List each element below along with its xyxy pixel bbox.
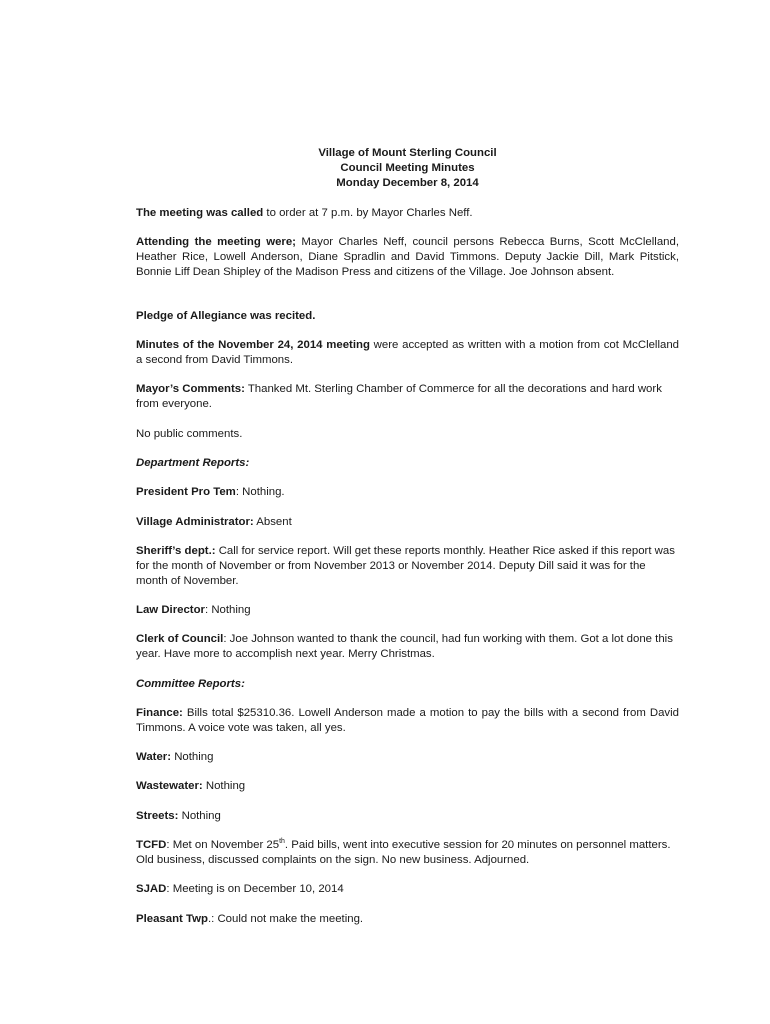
call-to-order-label: The meeting was called	[136, 207, 264, 219]
streets-label: Streets:	[136, 810, 179, 822]
sjad-text: : Meeting is on December 10, 2014	[166, 883, 344, 895]
pleasant-twp-text: .: Could not make the meeting.	[207, 913, 364, 925]
department-reports-heading	[136, 456, 679, 471]
streets-text: Nothing	[178, 810, 221, 822]
committee-reports-label: Committee Reports:	[136, 678, 245, 690]
mayor-comments-label: Mayor’s Comments:	[136, 383, 245, 395]
call-to-order-text: to order at 7 p.m. by Mayor Charles Neff.	[263, 207, 473, 219]
header-subtitle: Council Meeting Minutes	[340, 162, 475, 174]
pleasant-twp-label: Pleasant Twp	[136, 913, 208, 925]
village-administrator-label: Village Administrator:	[136, 516, 254, 528]
header-date: Monday December 8, 2014	[336, 177, 479, 189]
public-comments-text: No public comments.	[136, 428, 243, 440]
pleasant-twp-paragraph	[136, 912, 679, 927]
mayor-comments-paragraph	[136, 382, 679, 412]
public-comments-paragraph	[136, 427, 679, 442]
clerk-text: : Joe Johnson wanted to thank the council, had fun working with them. Got a lot done this year. Have more to accomplish next year. Merry Christmas.	[136, 633, 673, 660]
minutes-paragraph	[136, 338, 679, 368]
water-paragraph	[136, 750, 679, 765]
finance-paragraph	[136, 706, 679, 736]
minutes-label: Minutes of the November 24, 2014 meeting	[136, 339, 370, 351]
department-reports-label: Department Reports:	[136, 457, 250, 469]
attendance-paragraph	[136, 235, 679, 280]
tcfd-ordinal-suffix: th	[279, 838, 285, 846]
pledge-paragraph	[136, 309, 679, 324]
sheriff-paragraph	[136, 544, 679, 589]
president-pro-tem-label: President Pro Tem	[136, 486, 236, 498]
village-administrator-text: Absent	[253, 516, 292, 528]
sjad-label: SJAD	[136, 883, 167, 895]
village-administrator-paragraph	[136, 515, 679, 530]
water-text: Nothing	[171, 751, 214, 763]
document-header	[136, 146, 679, 191]
streets-paragraph	[136, 809, 679, 824]
finance-label: Finance:	[136, 707, 183, 719]
tcfd-text-after: . Paid bills, went into executive session for 20 minutes on personnel matters. Old business, discussed complaints on the sign. No new business. Adjourned.	[136, 839, 671, 866]
tcfd-text-before: : Met on November 25	[166, 839, 280, 851]
sheriff-text: Call for service report. Will get these reports monthly. Heather Rice asked if this report was for the month of November or from November 2013 or November 2014. Deputy Dill said it was for the month of November.	[136, 545, 675, 587]
committee-reports-heading	[136, 677, 679, 692]
law-director-paragraph	[136, 603, 679, 618]
president-pro-tem-text: : Nothing.	[235, 486, 285, 498]
finance-text: Bills total $25310.36. Lowell Anderson made a motion to pay the bills with a second from David Timmons. A voice vote was taken, all yes.	[136, 707, 679, 734]
header-title: Village of Mount Sterling Council	[318, 147, 497, 159]
sjad-paragraph	[136, 882, 679, 897]
law-director-text: : Nothing	[205, 604, 251, 616]
president-pro-tem-paragraph	[136, 485, 679, 500]
pledge-label: Pledge of Allegiance was recited.	[136, 310, 316, 322]
call-to-order-paragraph	[136, 206, 679, 221]
wastewater-label: Wastewater:	[136, 780, 203, 792]
clerk-paragraph	[136, 632, 679, 662]
tcfd-paragraph	[136, 838, 679, 868]
attendance-text: Mayor Charles Neff, council persons Rebecca Burns, Scott McClelland, Heather Rice, Lowell Anderson, Diane Spradlin and David Timmons. Deputy Jackie Dill, Mark Pitstick, Bonnie Liff Dean Shipley of the Madison Press and citizens of the Village. Joe Johnson absent.	[136, 236, 679, 278]
wastewater-text: Nothing	[202, 780, 246, 792]
sheriff-label: Sheriff’s dept.:	[136, 545, 216, 557]
law-director-label: Law Director	[136, 604, 205, 616]
minutes-text: were accepted as written with a motion from cot McClelland a second from David Timmons.	[136, 339, 679, 366]
water-label: Water:	[136, 751, 172, 763]
tcfd-label: TCFD	[136, 839, 167, 851]
mayor-comments-text: Thanked Mt. Sterling Chamber of Commerce for all the decorations and hard work from everyone.	[136, 383, 662, 410]
attendance-label: Attending the meeting were;	[136, 236, 296, 248]
clerk-label: Clerk of Council	[136, 633, 224, 645]
wastewater-paragraph	[136, 779, 679, 794]
